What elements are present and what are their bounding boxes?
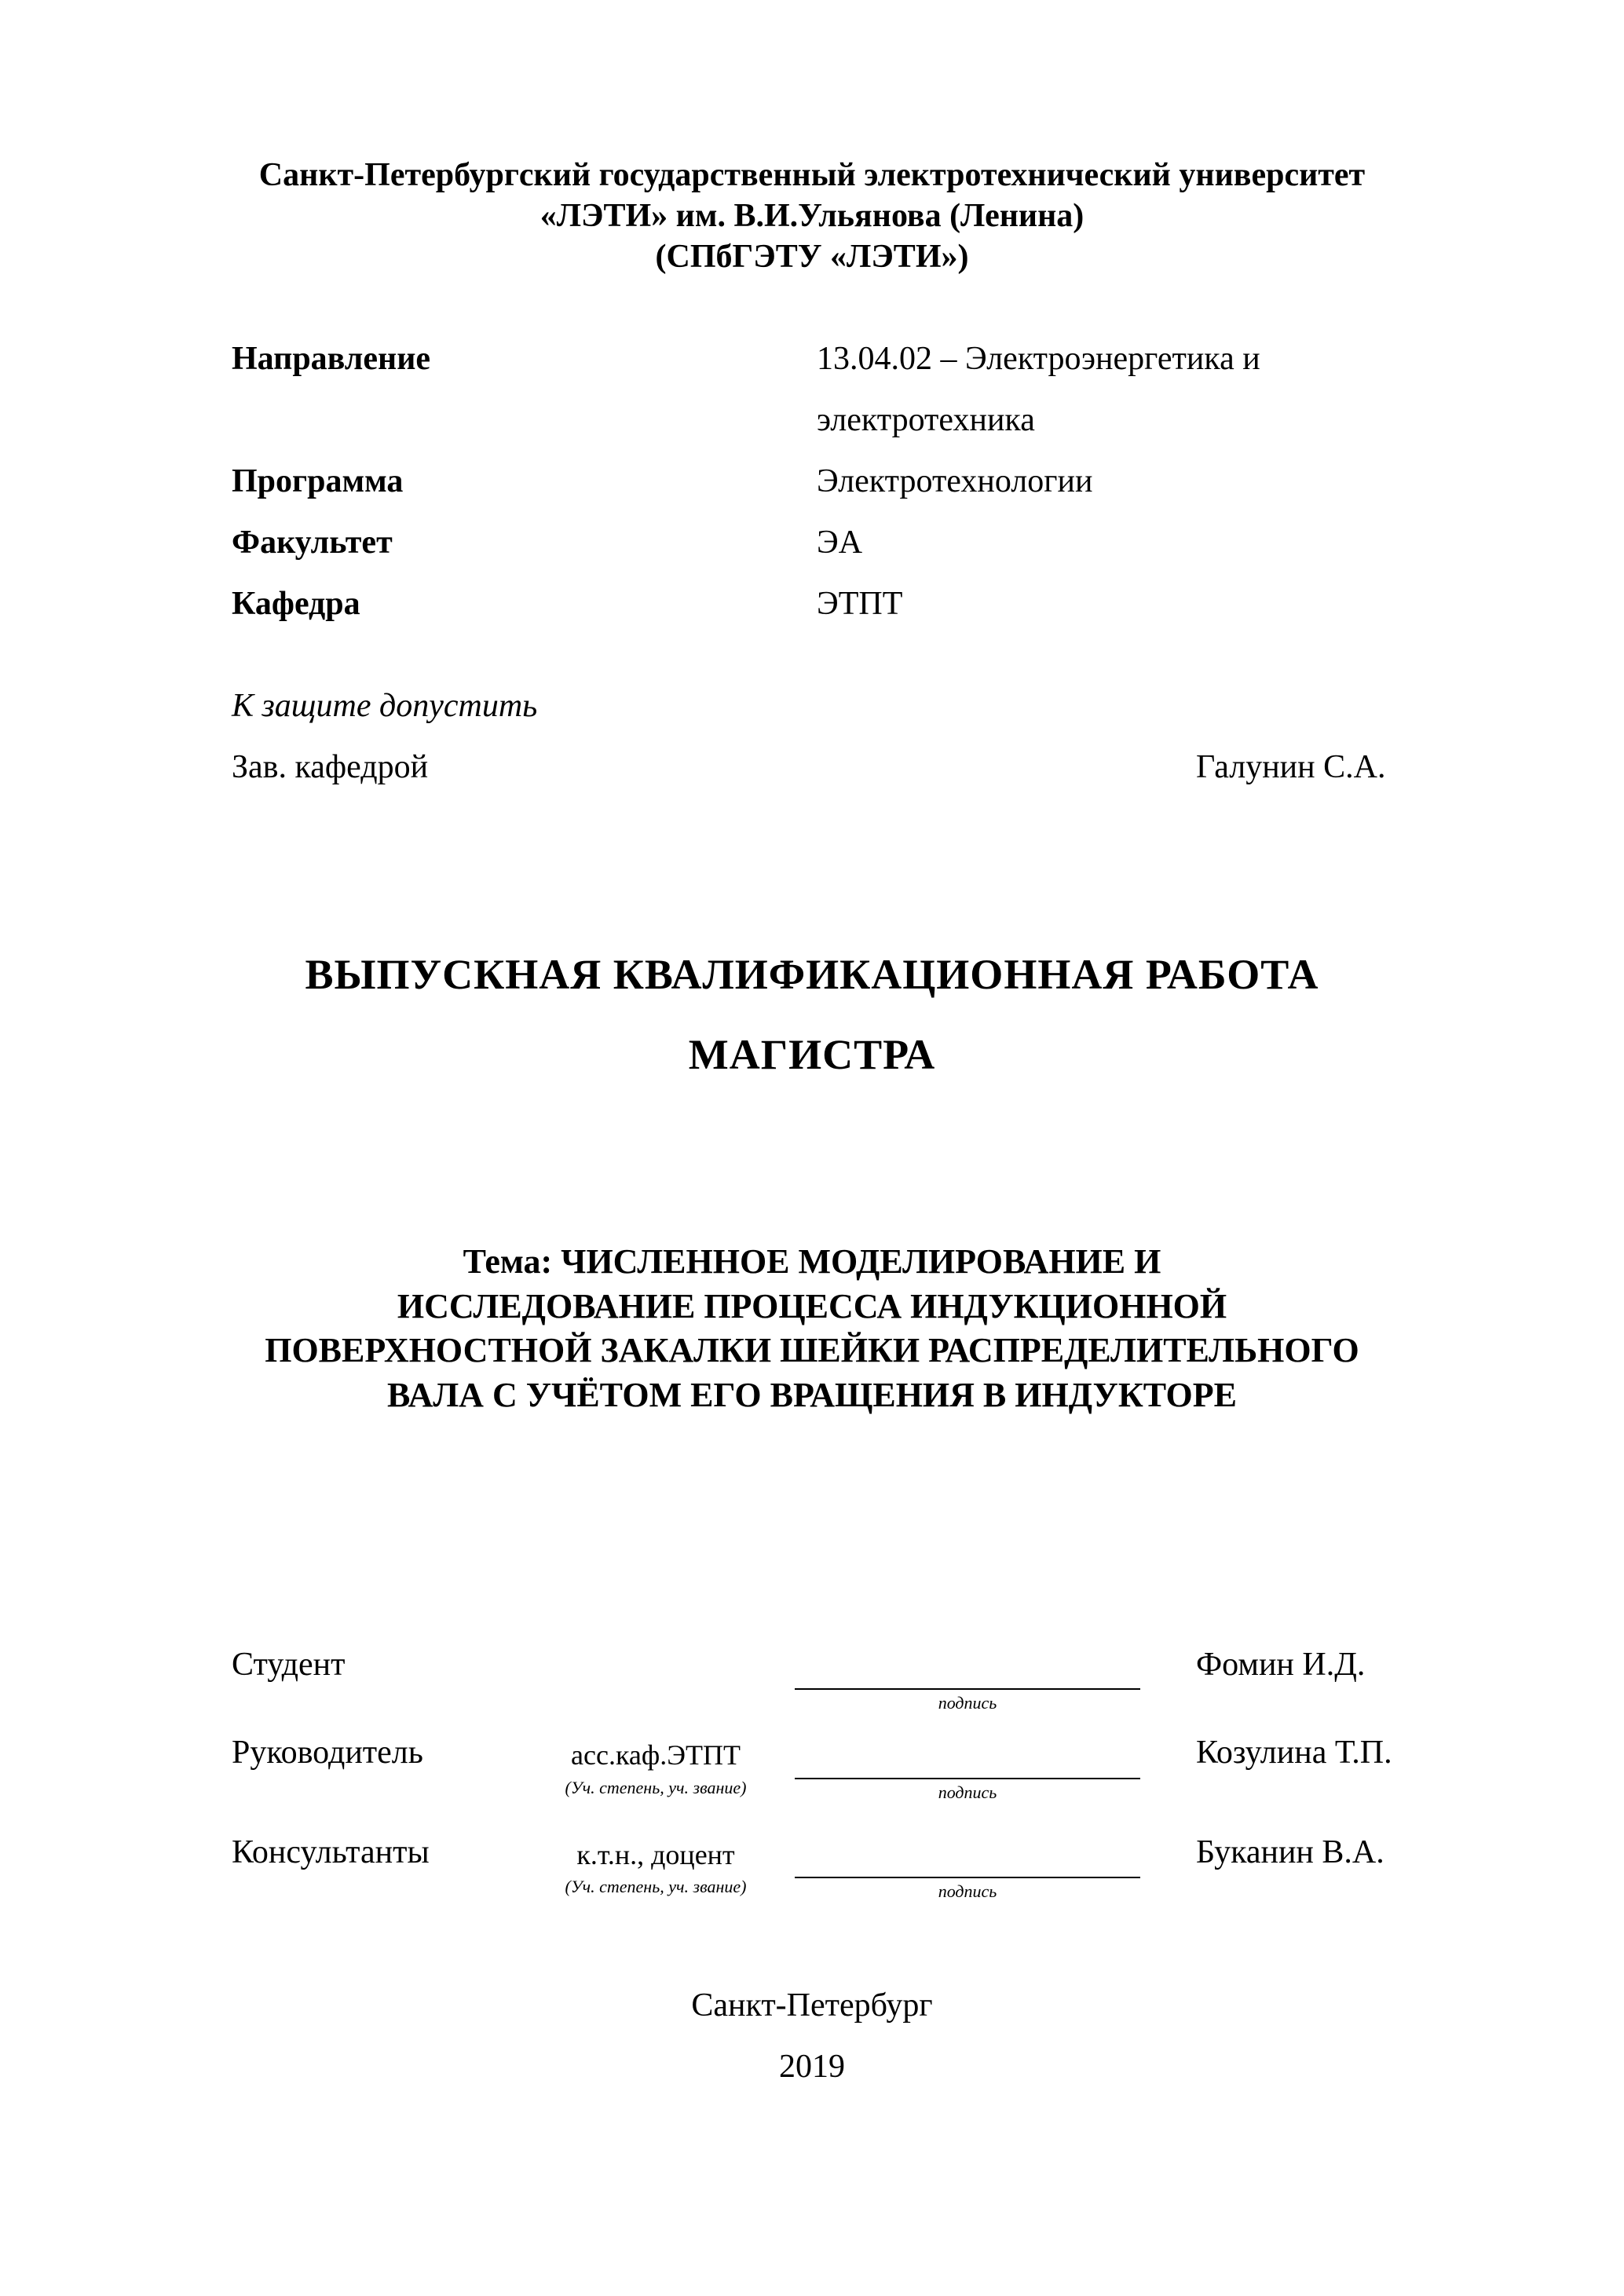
direction-value-line-1: 13.04.02 – Электроэнергетика и <box>817 341 1260 377</box>
department-value: ЭТПТ <box>817 586 903 622</box>
topic-line-1: Тема: ЧИСЛЕННОЕ МОДЕЛИРОВАНИЕ И <box>463 1242 1161 1281</box>
student-name: Фомин И.Д. <box>1196 1647 1366 1683</box>
consultant-degree-hint: (Уч. степень, уч. звание) <box>565 1877 747 1896</box>
department-head-name: Галунин С.А. <box>1196 749 1386 785</box>
direction-label: Направление <box>232 341 431 377</box>
supervisor-label: Руководитель <box>232 1735 423 1771</box>
thesis-title-line-1: ВЫПУСКНАЯ КВАЛИФИКАЦИОННАЯ РАБОТА <box>305 951 1319 998</box>
faculty-label: Факультет <box>232 525 393 561</box>
supervisor-name: Козулина Т.П. <box>1196 1735 1392 1771</box>
consultant-degree: к.т.н., доцент <box>576 1839 735 1870</box>
supervisor-degree-hint: (Уч. степень, уч. звание) <box>565 1778 747 1797</box>
consultant-signature-line <box>795 1877 1140 1878</box>
topic-line-2: ИССЛЕДОВАНИЕ ПРОЦЕССА ИНДУКЦИОННОЙ <box>397 1287 1227 1325</box>
faculty-value: ЭА <box>817 525 863 561</box>
footer-city: Санкт-Петербург <box>691 1987 933 2024</box>
topic-line-3: ПОВЕРХНОСТНОЙ ЗАКАЛКИ ШЕЙКИ РАСПРЕДЕЛИТЕЛЬНОГО <box>265 1331 1359 1369</box>
topic-line-4: ВАЛА С УЧЁТОМ ЕГО ВРАЩЕНИЯ В ИНДУКТОРЕ <box>387 1376 1237 1414</box>
program-value: Электротехнологии <box>817 463 1093 499</box>
university-name-line-1: Санкт-Петербургский государственный электротехнический университет <box>258 157 1366 193</box>
student-label: Студент <box>232 1647 346 1683</box>
consultant-label: Консультанты <box>232 1834 430 1870</box>
university-name-line-2: «ЛЭТИ» им. В.И.Ульянова (Ленина) <box>540 198 1084 234</box>
student-signature-line <box>795 1688 1140 1690</box>
supervisor-signature-line <box>795 1778 1140 1779</box>
program-label: Программа <box>232 463 404 499</box>
department-head-label: Зав. кафедрой <box>232 749 429 785</box>
consultant-name: Буканин В.А. <box>1196 1834 1384 1870</box>
university-abbreviation: (СПбГЭТУ «ЛЭТИ») <box>655 239 969 275</box>
thesis-title-line-2: МАГИСТРА <box>688 1031 936 1078</box>
admission-note: К защите допустить <box>232 688 538 724</box>
footer-year: 2019 <box>779 2049 845 2085</box>
department-label: Кафедра <box>232 586 360 622</box>
student-signature-hint: подпись <box>938 1693 997 1713</box>
direction-value-line-2: электротехника <box>817 402 1035 438</box>
supervisor-signature-hint: подпись <box>938 1782 997 1802</box>
consultant-signature-hint: подпись <box>938 1881 997 1901</box>
supervisor-degree: асс.каф.ЭТПТ <box>571 1739 741 1771</box>
